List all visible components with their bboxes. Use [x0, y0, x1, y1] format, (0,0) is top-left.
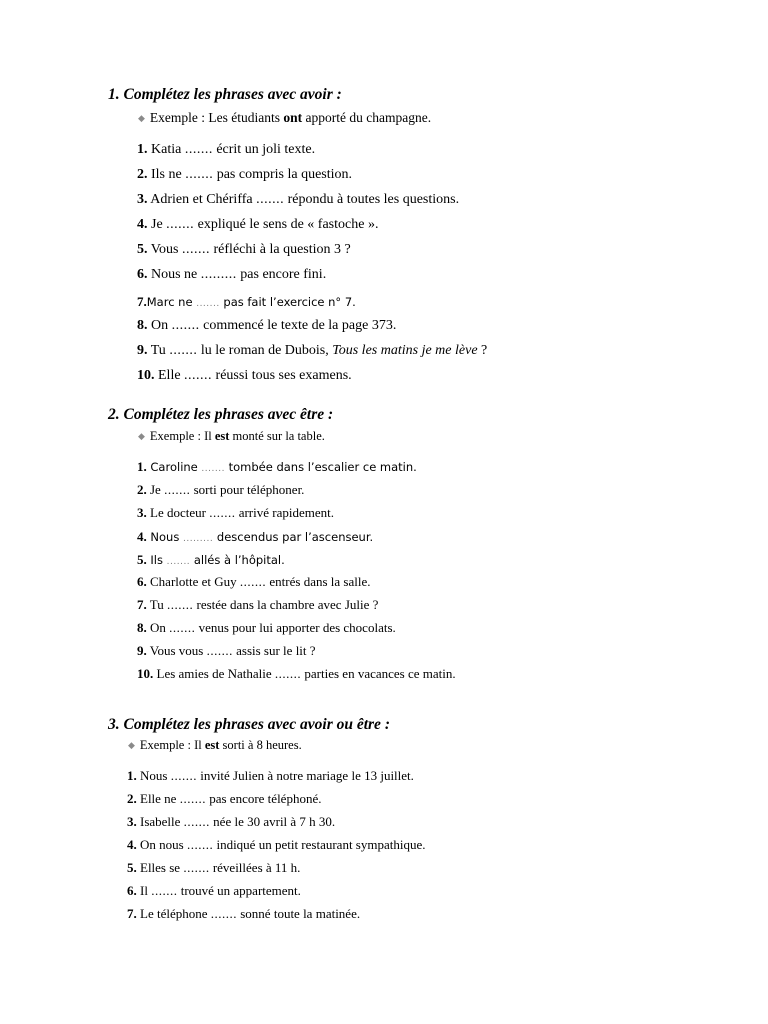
diamond-bullet-icon: ◆ — [138, 113, 145, 123]
answer-blank[interactable]: ....... — [171, 318, 200, 333]
exercise-item: 6. Charlotte et Guy ....... entrés dans la salle. — [137, 574, 371, 589]
answer-blank[interactable]: ....... — [256, 192, 285, 207]
answer-blank[interactable]: ......... — [182, 534, 214, 544]
exercise-item: 4. Nous ......... descendus par l’ascenseur. — [137, 529, 374, 544]
example-line: ◆ Exemple : Les étudiants ont apporté du champagne. — [138, 110, 432, 125]
exercise-item: 6. Il ....... trouvé un appartement. — [127, 883, 301, 898]
exercise-item: 3. Adrien et Chériffa ....... répondu à toutes les questions. — [137, 192, 460, 207]
answer-blank[interactable]: ....... — [166, 557, 191, 567]
answer-blank[interactable]: ....... — [184, 142, 213, 157]
answer-blank[interactable]: ....... — [239, 574, 267, 589]
exercise-item: 10. Les amies de Nathalie ....... parties en vacances ce matin. — [137, 666, 456, 681]
exercise-item: 10. Elle ....... réussi tous ses examens. — [137, 368, 352, 383]
exercise-item: 2. Elle ne ....... pas encore téléphoné. — [127, 791, 322, 806]
answer-blank[interactable]: ......... — [200, 267, 237, 282]
answer-blank[interactable]: ....... — [179, 791, 206, 806]
exercise-item: 9. Vous vous ....... assis sur le lit ? — [137, 643, 316, 658]
diamond-bullet-icon: ◆ — [128, 740, 135, 750]
answer-blank[interactable]: ....... — [186, 837, 214, 852]
answer-blank[interactable]: ....... — [201, 464, 225, 474]
answer-blank[interactable]: ....... — [209, 505, 236, 520]
answer-blank[interactable]: ....... — [210, 906, 237, 921]
section-title: 3. Complétez les phrases avec avoir ou être : — [108, 716, 390, 733]
answer-blank[interactable]: ....... — [164, 482, 191, 497]
answer-blank[interactable]: ....... — [206, 643, 233, 658]
answer-blank[interactable]: ....... — [183, 814, 210, 829]
exercise-item: 3. Isabelle ....... née le 30 avril à 7 h 30. — [127, 814, 336, 829]
exercise-item: 5. Vous ....... réfléchi à la question 3 ? — [137, 242, 351, 257]
exercise-item: 8. On ....... commencé le texte de la page 373. — [137, 318, 397, 333]
exercise-item: 1. Nous ....... invité Julien à notre mariage le 13 juillet. — [127, 768, 414, 783]
answer-blank[interactable]: ....... — [182, 242, 211, 257]
exercise-item: 7. Le téléphone ....... sonné toute la matinée. — [127, 906, 361, 921]
answer-blank[interactable]: ....... — [151, 883, 178, 898]
exercise-item: 4. Je ....... expliqué le sens de « fastoche ». — [137, 217, 379, 232]
example-line: ◆ Exemple : Il est sorti à 8 heures. — [128, 738, 302, 752]
exercise-item: 5. Ils ....... allés à l’hôpital. — [137, 552, 285, 567]
answer-blank[interactable]: ....... — [169, 620, 196, 635]
answer-blank[interactable]: ....... — [274, 666, 302, 681]
exercise-item: 2. Ils ne ....... pas compris la question. — [137, 167, 353, 182]
answer-blank[interactable]: ....... — [183, 860, 210, 875]
exercise-item: 9. Tu ....... lu le roman de Dubois, Tous les matins je me lève ? — [137, 343, 488, 358]
diamond-bullet-icon: ◆ — [138, 431, 145, 441]
exercise-item: 7. Tu ....... restée dans la chambre avec Julie ? — [137, 597, 379, 612]
exercise-item: 5. Elles se ....... réveillées à 11 h. — [127, 860, 301, 875]
answer-blank[interactable]: ....... — [196, 299, 220, 309]
section-title: 2. Complétez les phrases avec être : — [108, 406, 334, 423]
exercise-item: 6. Nous ne ......... pas encore fini. — [137, 267, 327, 282]
exercise-item: 7.Marc ne ....... pas fait l’exercice n° 7. — [137, 294, 356, 309]
answer-blank[interactable]: ....... — [185, 167, 214, 182]
exercise-item: 4. On nous ....... indiqué un petit restaurant sympathique. — [127, 837, 426, 852]
example-line: ◆ Exemple : Il est monté sur la table. — [138, 429, 325, 443]
answer-blank[interactable]: ....... — [184, 368, 213, 383]
exercise-item: 2. Je ....... sorti pour téléphoner. — [137, 482, 305, 497]
answer-blank[interactable]: ....... — [166, 217, 195, 232]
answer-blank[interactable]: ....... — [169, 343, 198, 358]
answer-blank[interactable]: ....... — [167, 597, 194, 612]
exercise-item: 8. On ....... venus pour lui apporter des chocolats. — [137, 620, 396, 635]
exercise-item: 1. Caroline ....... tombée dans l’escalier ce matin. — [137, 459, 417, 474]
section-title: 1. Complétez les phrases avec avoir : — [108, 86, 342, 103]
answer-blank[interactable]: ....... — [170, 768, 197, 783]
exercise-item: 3. Le docteur ....... arrivé rapidement. — [137, 505, 334, 520]
exercise-item: 1. Katia ....... écrit un joli texte. — [137, 142, 316, 157]
